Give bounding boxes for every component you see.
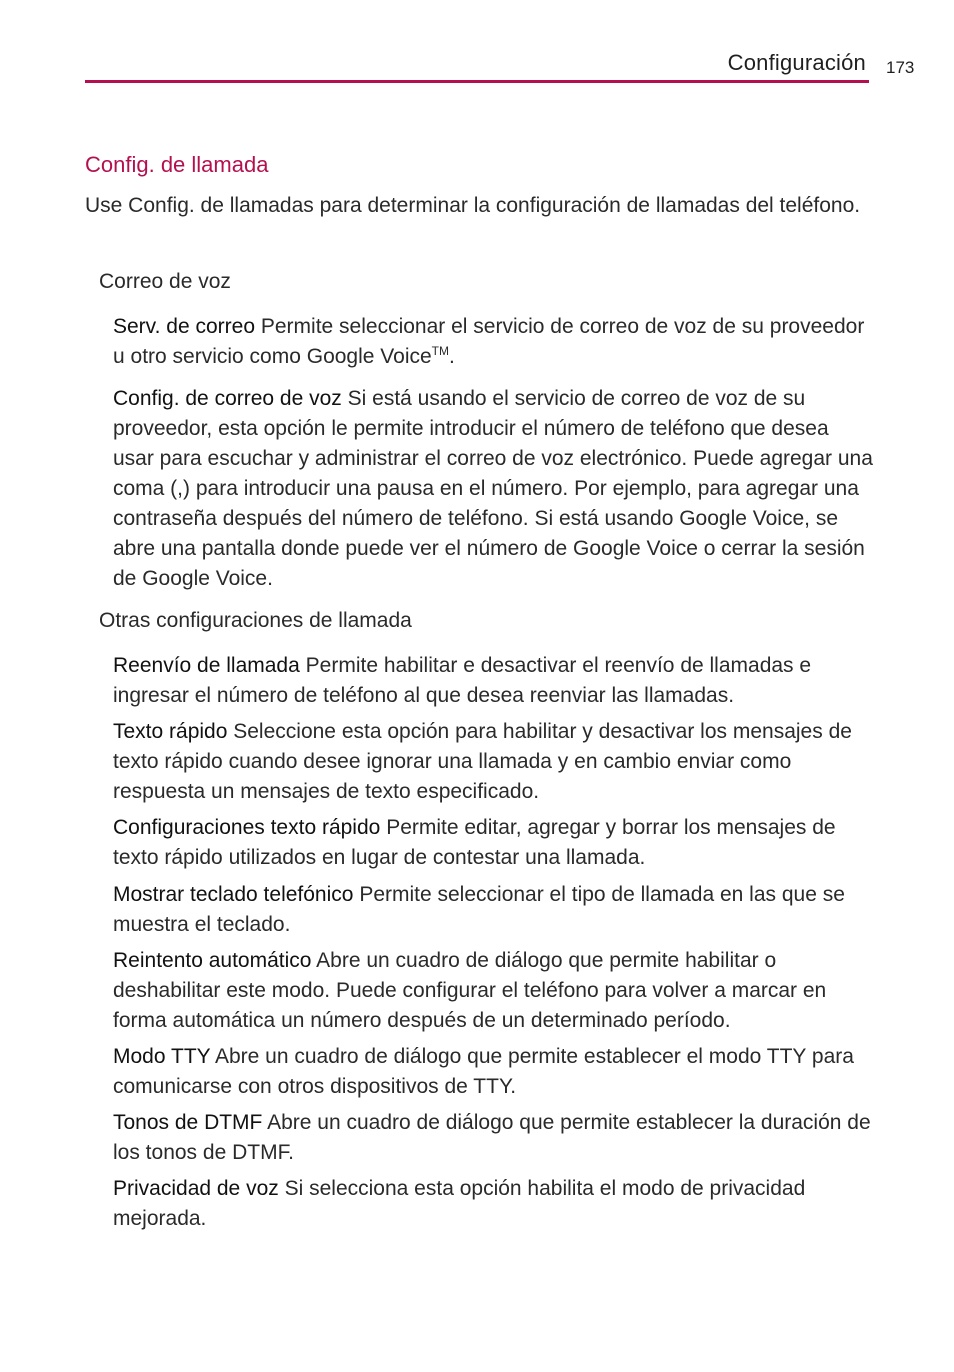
setting-entry-tty-mode <box>113 1042 873 1102</box>
setting-entry-dtmf-tones <box>113 1108 873 1168</box>
page-header-title: Configuración <box>727 50 866 75</box>
setting-term: Privacidad de voz <box>113 1177 279 1200</box>
setting-term: Mostrar teclado telefónico <box>113 883 354 906</box>
setting-description: Abre un cuadro de diálogo que permite habilitar o deshabilitar este modo. Puede configurar el teléfono para volver a marcar en forma automática un número después de un determinado período. <box>113 949 827 1032</box>
setting-term: Modo TTY <box>113 1045 211 1068</box>
setting-term: Tonos de DTMF <box>113 1111 263 1134</box>
setting-term: Serv. de correo <box>113 315 256 338</box>
setting-description: Abre un cuadro de diálogo que permite establecer el modo TTY para comunicarse con otros dispositivos de TTY. <box>113 1045 854 1098</box>
header-divider <box>85 80 869 83</box>
setting-description: Permite seleccionar el tipo de llamada en las que se muestra el teclado. <box>113 883 845 936</box>
setting-entry-voicemail-config <box>113 384 873 594</box>
setting-entry-auto-retry <box>113 946 873 1036</box>
setting-entry-voice-privacy <box>113 1174 873 1234</box>
setting-description: Si selecciona esta opción habilita el modo de privacidad mejorada. <box>113 1177 806 1230</box>
section-title: Config. de llamada <box>85 152 269 177</box>
setting-entry-call-forwarding <box>113 651 873 711</box>
section-intro: Use Config. de llamadas para determinar la configuración de llamadas del teléfono. <box>85 194 861 217</box>
setting-term: Texto rápido <box>113 720 228 743</box>
trademark-mark: TM <box>431 344 449 358</box>
setting-description: Permite seleccionar el servicio de correo de voz de su proveedor u otro servicio como Google Voice <box>113 315 865 368</box>
setting-term: Configuraciones texto rápido <box>113 816 381 839</box>
setting-description: Si está usando el servicio de correo de voz de su proveedor, esta opción le permite introducir el número de teléfono que desea usar para escuchar y administrar el correo de voz electrónico. Puede agregar una coma (,) para introducir una pausa en el número. Por ejemplo, para agregar una contraseña después del número de teléfono. Si está usando Google Voice, se abre una pantalla donde puede ver el número de Google Voice o cerrar la sesión de Google Voice. <box>113 387 873 590</box>
setting-entry-show-dialpad <box>113 880 873 940</box>
setting-term: Reenvío de llamada <box>113 654 300 677</box>
setting-description: Permite habilitar e desactivar el reenvío de llamadas e ingresar el número de teléfono al que desea reenviar las llamadas. <box>113 654 812 707</box>
setting-description-tail: . <box>449 345 455 368</box>
setting-entry-quick-text-settings <box>113 813 873 873</box>
setting-description: Abre un cuadro de diálogo que permite establecer la duración de los tonos de DTMF. <box>113 1111 871 1164</box>
setting-term: Reintento automático <box>113 949 312 972</box>
setting-description: Seleccione esta opción para habilitar y desactivar los mensajes de texto rápido cuando desee ignorar una llamada y en cambio enviar como respuesta un mensajes de texto especificado. <box>113 720 852 803</box>
setting-description: Permite editar, agregar y borrar los mensajes de texto rápido utilizados en lugar de contestar una llamada. <box>113 816 836 869</box>
subsection-heading-voicemail: Correo de voz <box>99 270 231 293</box>
subsection-heading-other: Otras configuraciones de llamada <box>99 609 412 632</box>
setting-term: Config. de correo de voz <box>113 387 342 410</box>
setting-entry-quick-text <box>113 717 873 807</box>
setting-entry-voicemail-service <box>113 312 873 372</box>
page-number: 173 <box>886 58 915 77</box>
